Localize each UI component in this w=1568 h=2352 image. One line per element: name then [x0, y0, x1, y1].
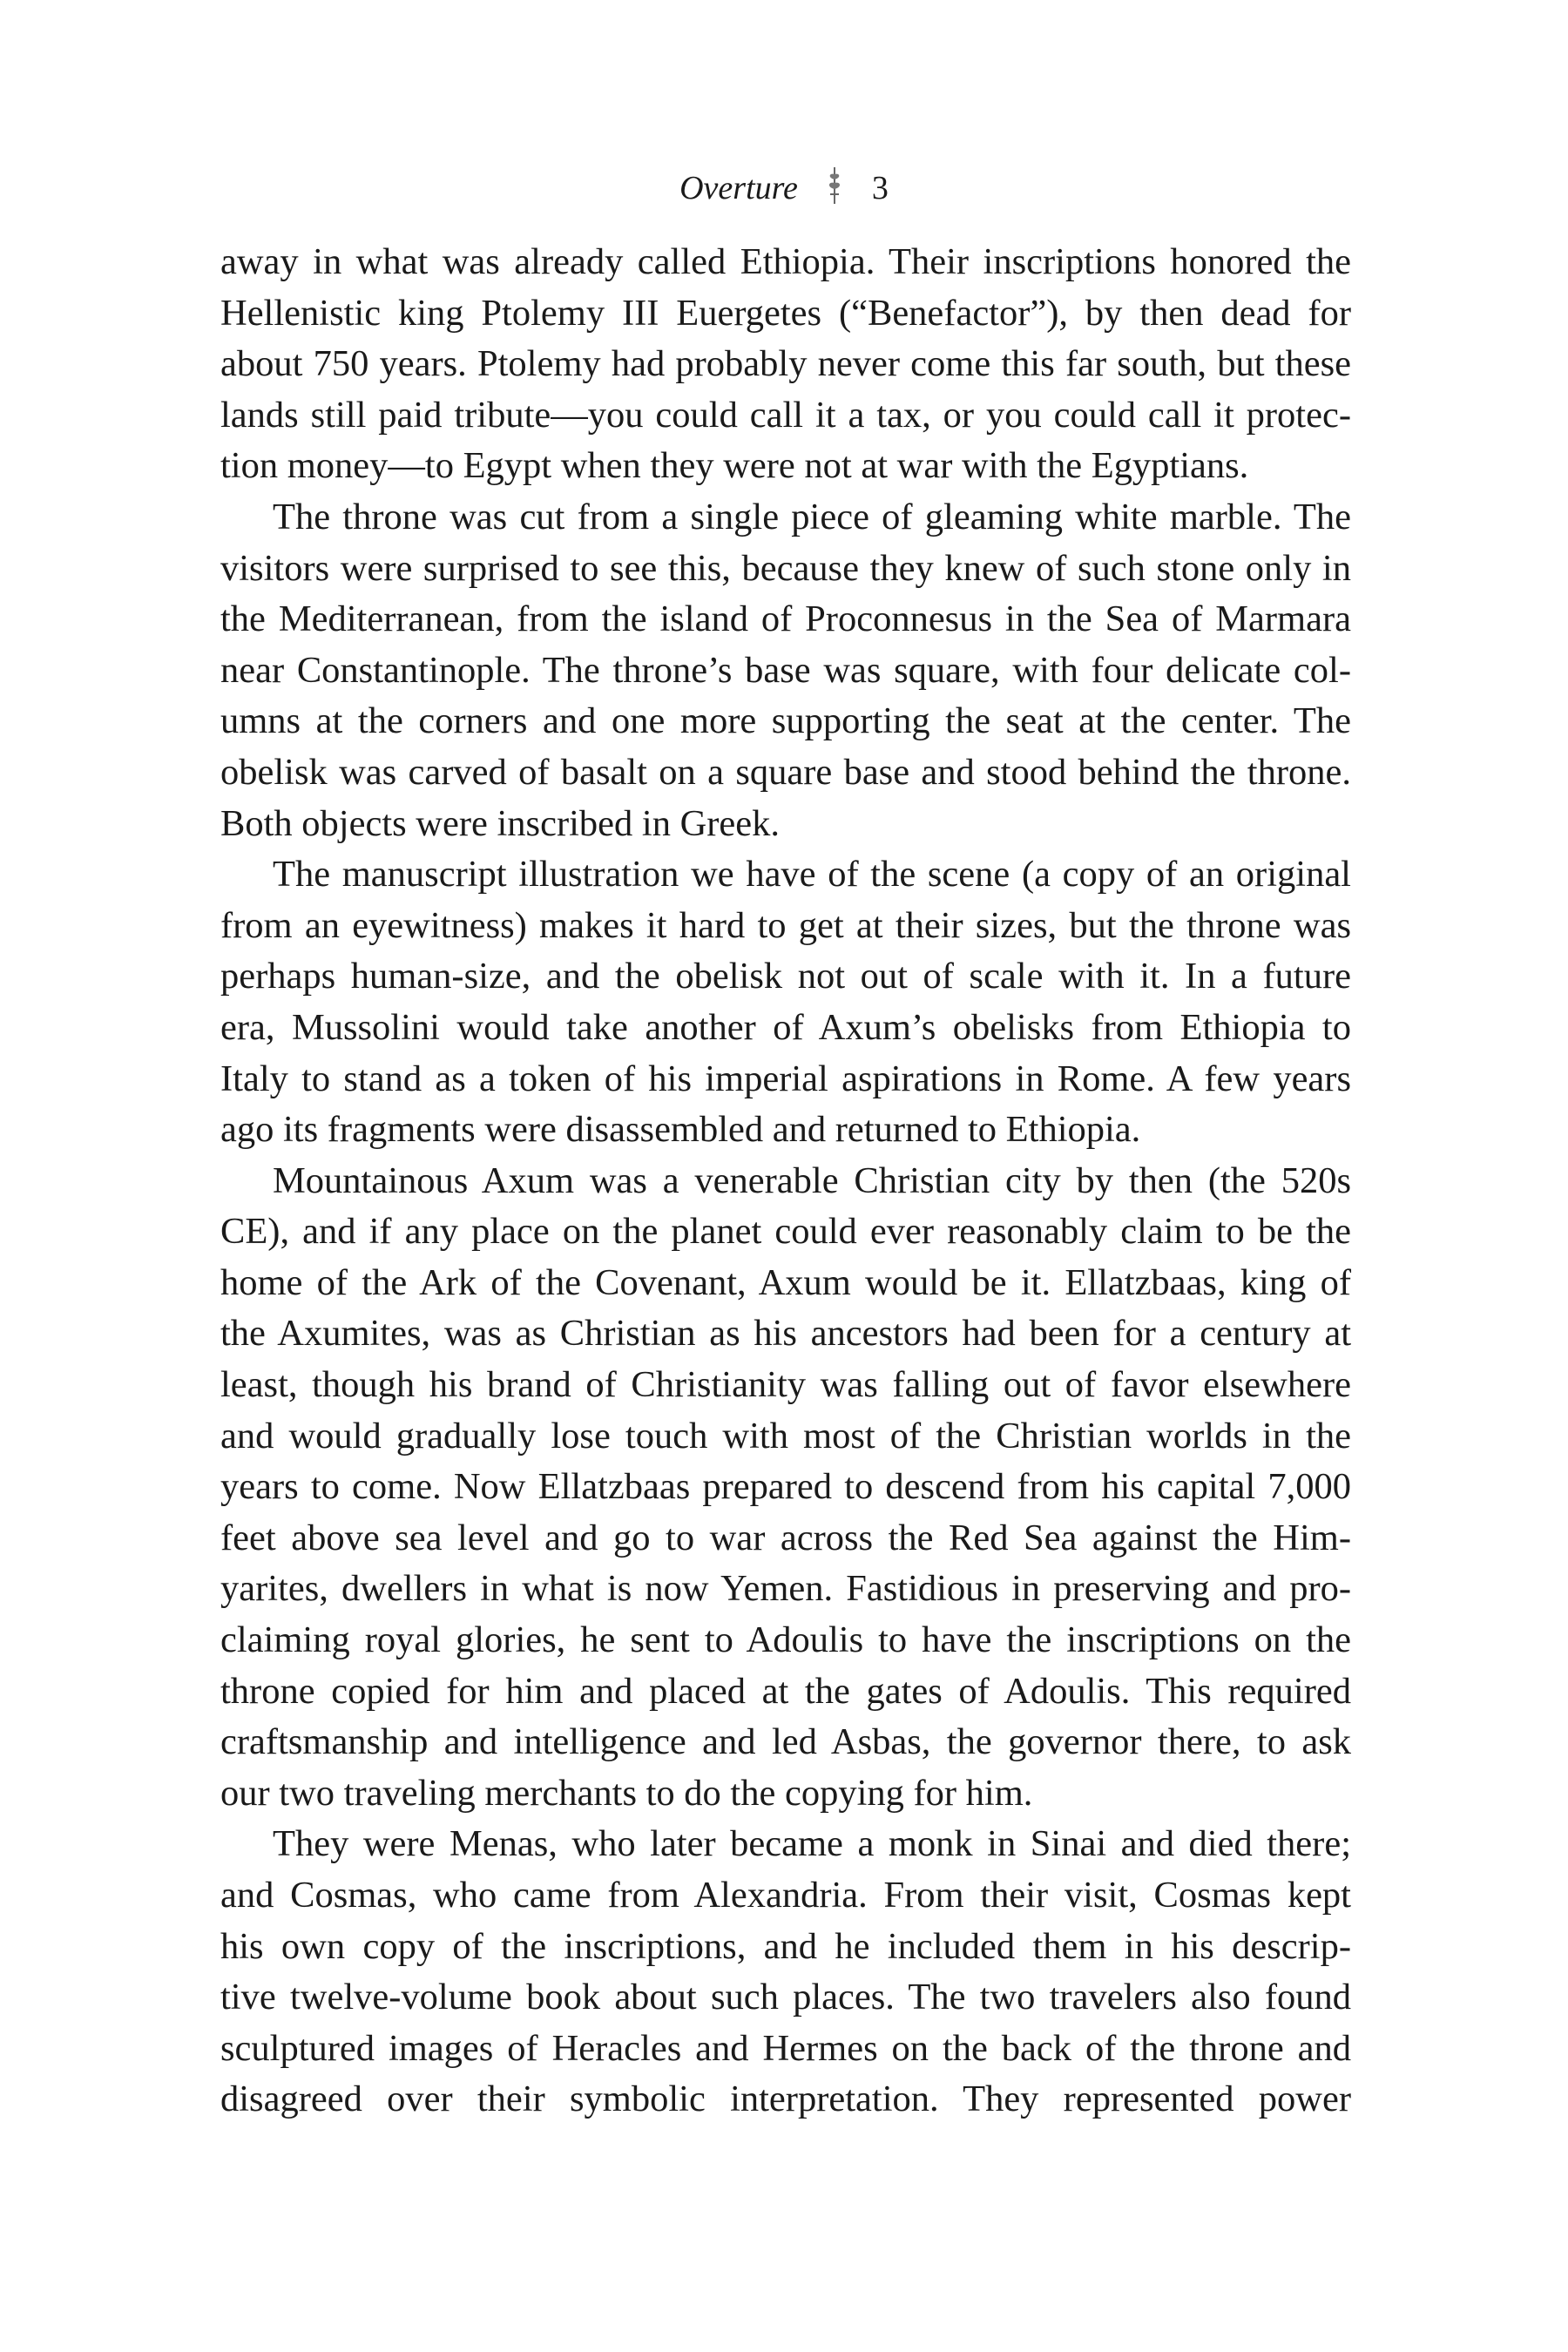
- text-line: lands still paid tribute—you could call it a tax, or you could call it protec-: [220, 394, 1351, 436]
- text-line: away in what was already called Ethiopia. Their inscriptions honored the: [220, 241, 1351, 282]
- text-line: years to come. Now Ellatzbaas prepared to descend from his capital 7,000: [220, 1466, 1351, 1508]
- text-line: umns at the corners and one more supporting the seat at the center. The: [220, 700, 1351, 742]
- leaf-ornament-icon: [825, 166, 844, 208]
- text-line: visitors were surprised to see this, because they knew of such stone only in: [220, 547, 1351, 589]
- paragraph: [220, 1819, 1351, 2126]
- text-line: his own copy of the inscriptions, and he included them in his descrip-: [220, 1925, 1351, 1967]
- text-line: tive twelve-volume book about such places. The two travelers also found: [220, 1977, 1351, 2018]
- text-line: Mountainous Axum was a venerable Christian city by then (the 520s: [273, 1159, 1351, 1201]
- paragraph: [220, 1156, 1351, 1820]
- running-head-title: Overture: [679, 170, 798, 206]
- text-line: throne copied for him and placed at the gates of Adoulis. This required: [220, 1670, 1351, 1712]
- text-line: least, though his brand of Christianity was falling out of favor elsewhere: [220, 1364, 1351, 1406]
- text-line: near Constantinople. The throne’s base was square, with four delicate col-: [220, 649, 1351, 691]
- text-line: Both objects were inscribed in Greek.: [220, 802, 781, 844]
- text-line: about 750 years. Ptolemy had probably never come this far south, but these: [220, 343, 1351, 385]
- text-line: the Axumites, was as Christian as his ancestors had been for a century at: [220, 1313, 1351, 1355]
- text-line: disagreed over their symbolic interpretation. They represented power: [220, 2078, 1351, 2120]
- text-line: tion money—to Egypt when they were not at war with the Egyptians.: [220, 445, 1249, 487]
- paragraph: [220, 849, 1351, 1156]
- text-line: claiming royal glories, he sent to Adoulis to have the inscriptions on the: [220, 1619, 1351, 1661]
- text-line: from an eyewitness) makes it hard to get at their sizes, but the throne was: [220, 904, 1351, 946]
- text-line: They were Menas, who later became a monk in Sinai and died there;: [273, 1823, 1351, 1865]
- text-line: sculptured images of Heracles and Hermes on the back of the throne and: [220, 2027, 1351, 2069]
- paragraph: [220, 492, 1351, 849]
- text-line: the Mediterranean, from the island of Proconnesus in the Sea of Marmara: [220, 598, 1351, 640]
- text-line: CE), and if any place on the planet could ever reasonably claim to be the: [220, 1211, 1351, 1253]
- body-text: [220, 237, 1351, 2126]
- text-line: obelisk was carved of basalt on a square base and stood behind the throne.: [220, 751, 1351, 793]
- text-line: The manuscript illustration we have of the scene (a copy of an original: [273, 854, 1351, 896]
- text-line: Italy to stand as a token of his imperial aspirations in Rome. A few years: [220, 1058, 1351, 1099]
- text-line: Hellenistic king Ptolemy III Euergetes (“Benefactor”), by then dead for: [220, 292, 1351, 334]
- text-line: The throne was cut from a single piece of gleaming white marble. The: [273, 496, 1351, 537]
- text-line: era, Mussolini would take another of Axum’s obelisks from Ethiopia to: [220, 1006, 1351, 1048]
- text-line: craftsmanship and intelligence and led Asbas, the governor there, to ask: [220, 1721, 1351, 1763]
- page-number: 3: [871, 170, 889, 206]
- text-line: yarites, dwellers in what is now Yemen. Fastidious in preserving and pro-: [220, 1568, 1351, 1610]
- text-line: and Cosmas, who came from Alexandria. From their visit, Cosmas kept: [220, 1875, 1351, 1916]
- text-line: and would gradually lose touch with most of the Christian worlds in the: [220, 1415, 1351, 1456]
- text-line: perhaps human-size, and the obelisk not out of scale with it. In a future: [220, 956, 1351, 997]
- running-head: [0, 166, 1568, 209]
- paragraph: [220, 237, 1351, 492]
- text-line: our two traveling merchants to do the copying for him.: [220, 1772, 1033, 1814]
- text-line: feet above sea level and go to war across the Red Sea against the Him-: [220, 1517, 1351, 1558]
- text-line: home of the Ark of the Covenant, Axum would be it. Ellatzbaas, king of: [220, 1261, 1351, 1303]
- text-line: ago its fragments were disassembled and returned to Ethiopia.: [220, 1109, 1141, 1151]
